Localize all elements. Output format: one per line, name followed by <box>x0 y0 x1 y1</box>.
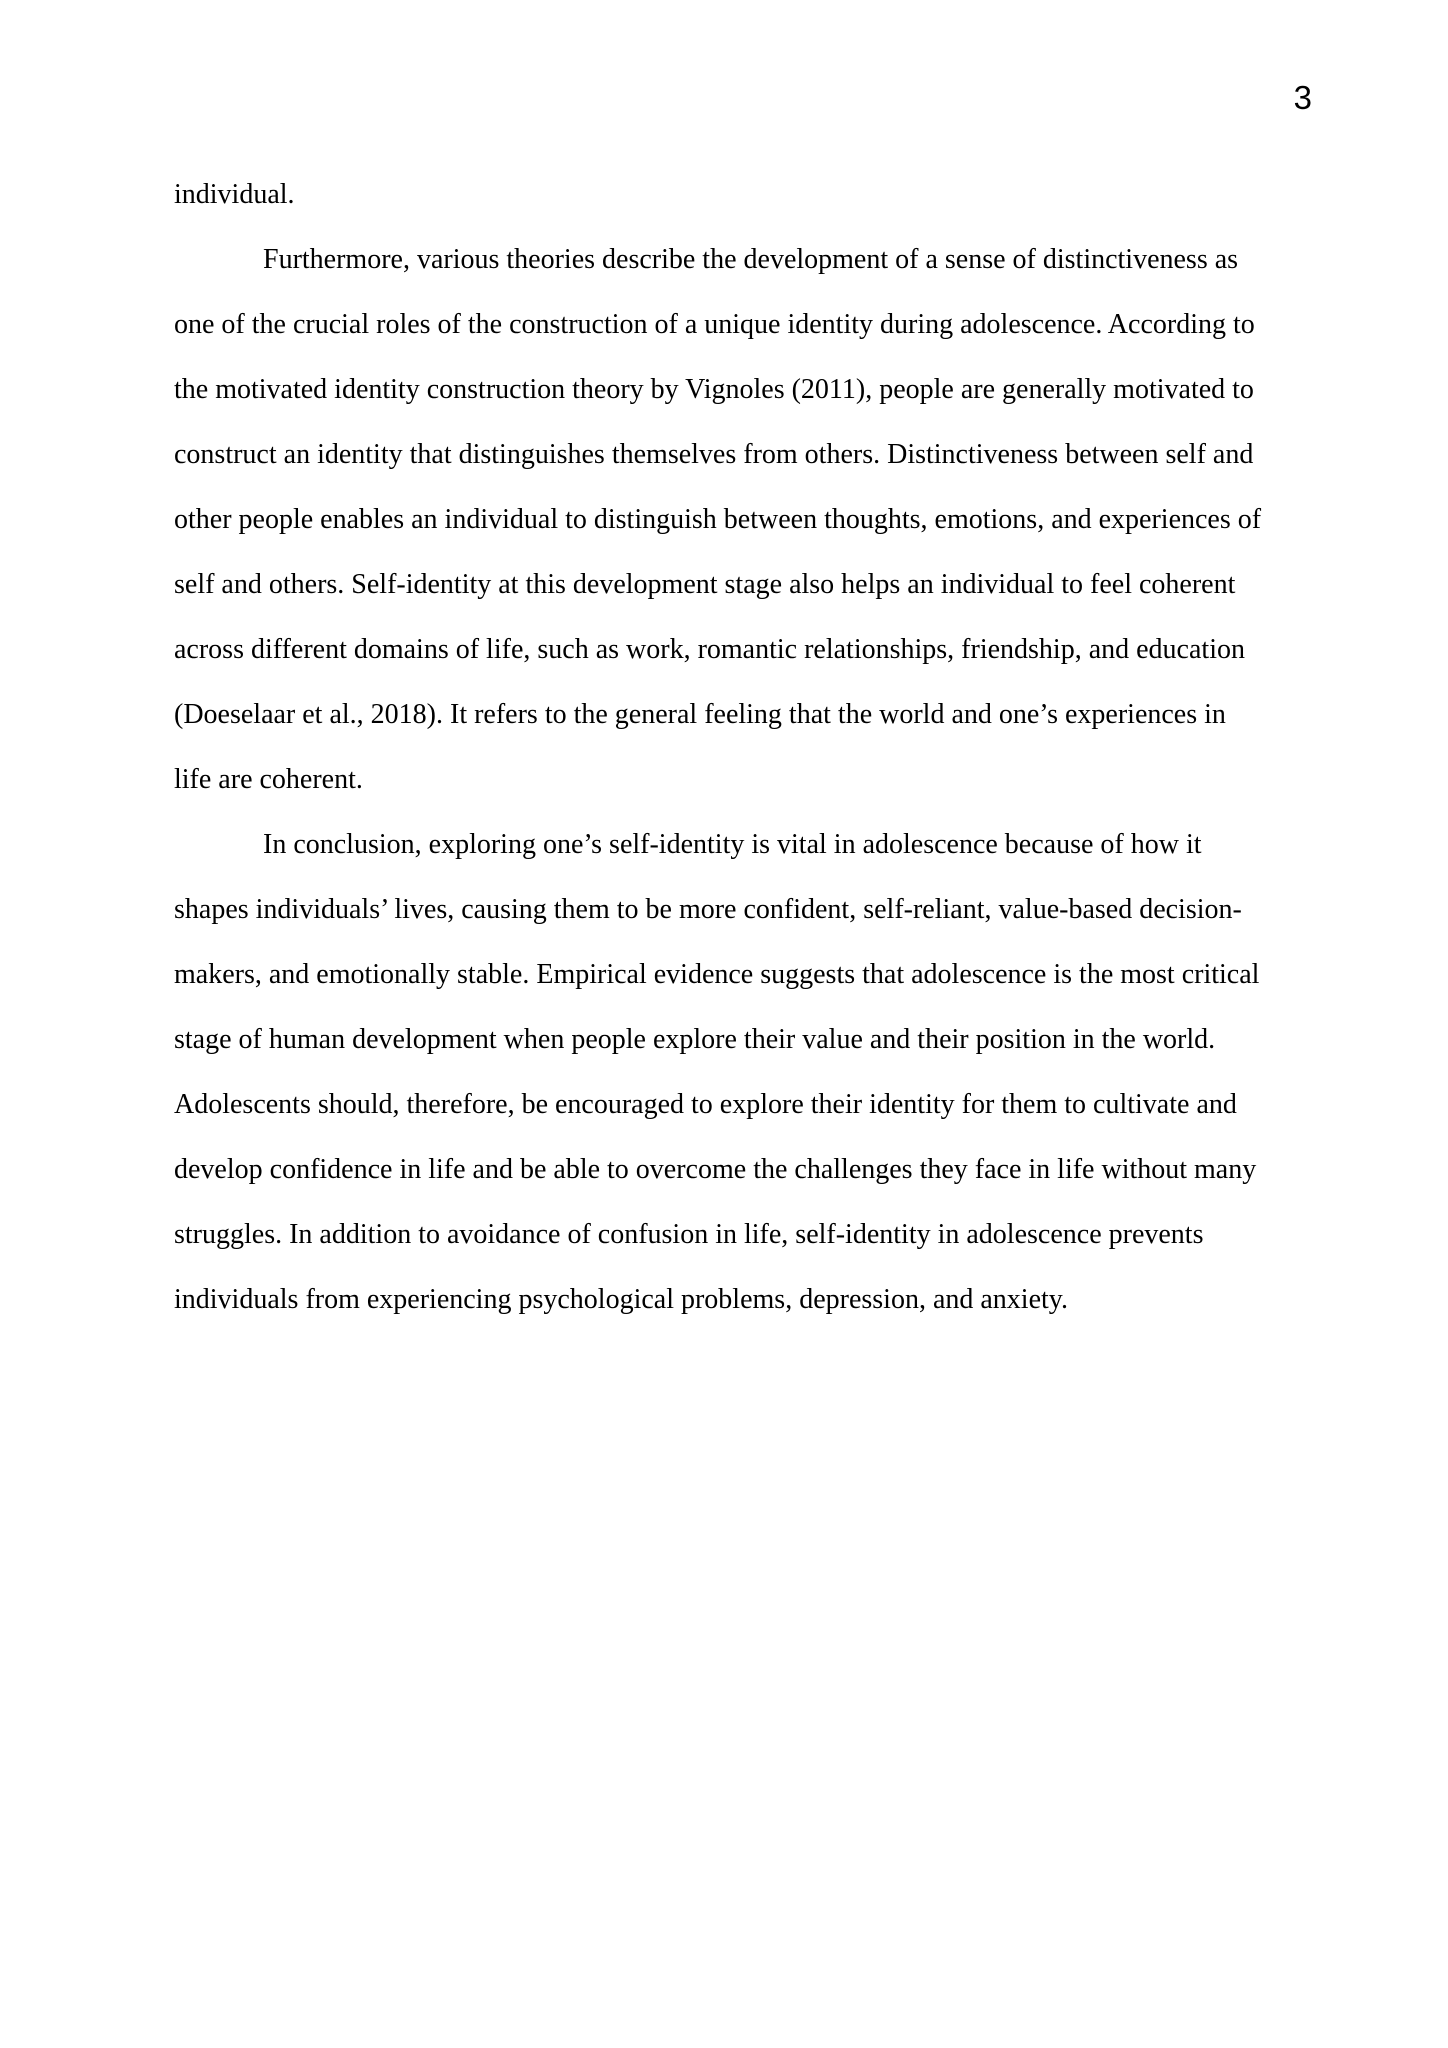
essay-body <box>174 162 1319 1332</box>
text-line: In conclusion, exploring one’s self-identity is vital in adolescence because of how it <box>263 829 1202 860</box>
text-line: (Doeselaar et al., 2018). It refers to the general feeling that the world and one’s experiences in <box>174 699 1226 730</box>
text-line: struggles. In addition to avoidance of confusion in life, self-identity in adolescence prevents <box>174 1219 1204 1250</box>
text-line: stage of human development when people explore their value and their position in the world. <box>174 1024 1216 1055</box>
text-line: individuals from experiencing psychological problems, depression, and anxiety. <box>174 1284 1068 1315</box>
text-line: one of the crucial roles of the construction of a unique identity during adolescence. According to <box>174 309 1255 340</box>
page-number: 3 <box>1293 79 1312 116</box>
text-line: shapes individuals’ lives, causing them to be more confident, self-reliant, value-based decision- <box>174 894 1242 925</box>
text-line: develop confidence in life and be able to overcome the challenges they face in life without many <box>174 1154 1257 1185</box>
text-line: Furthermore, various theories describe the development of a sense of distinctiveness as <box>263 244 1239 275</box>
text-line: self and others. Self-identity at this development stage also helps an individual to feel coherent <box>174 569 1236 600</box>
text-line: the motivated identity construction theory by Vignoles (2011), people are generally motivated to <box>174 374 1254 405</box>
text-line: individual. <box>174 179 295 210</box>
text-line: across different domains of life, such as work, romantic relationships, friendship, and education <box>174 634 1245 665</box>
text-line: Adolescents should, therefore, be encouraged to explore their identity for them to cultivate and <box>174 1089 1237 1120</box>
text-line: construct an identity that distinguishes themselves from others. Distinctiveness between self and <box>174 439 1254 470</box>
text-line: life are coherent. <box>174 764 363 795</box>
text-line: makers, and emotionally stable. Empirical evidence suggests that adolescence is the most critical <box>174 959 1260 990</box>
text-line: other people enables an individual to distinguish between thoughts, emotions, and experiences of <box>174 504 1262 535</box>
